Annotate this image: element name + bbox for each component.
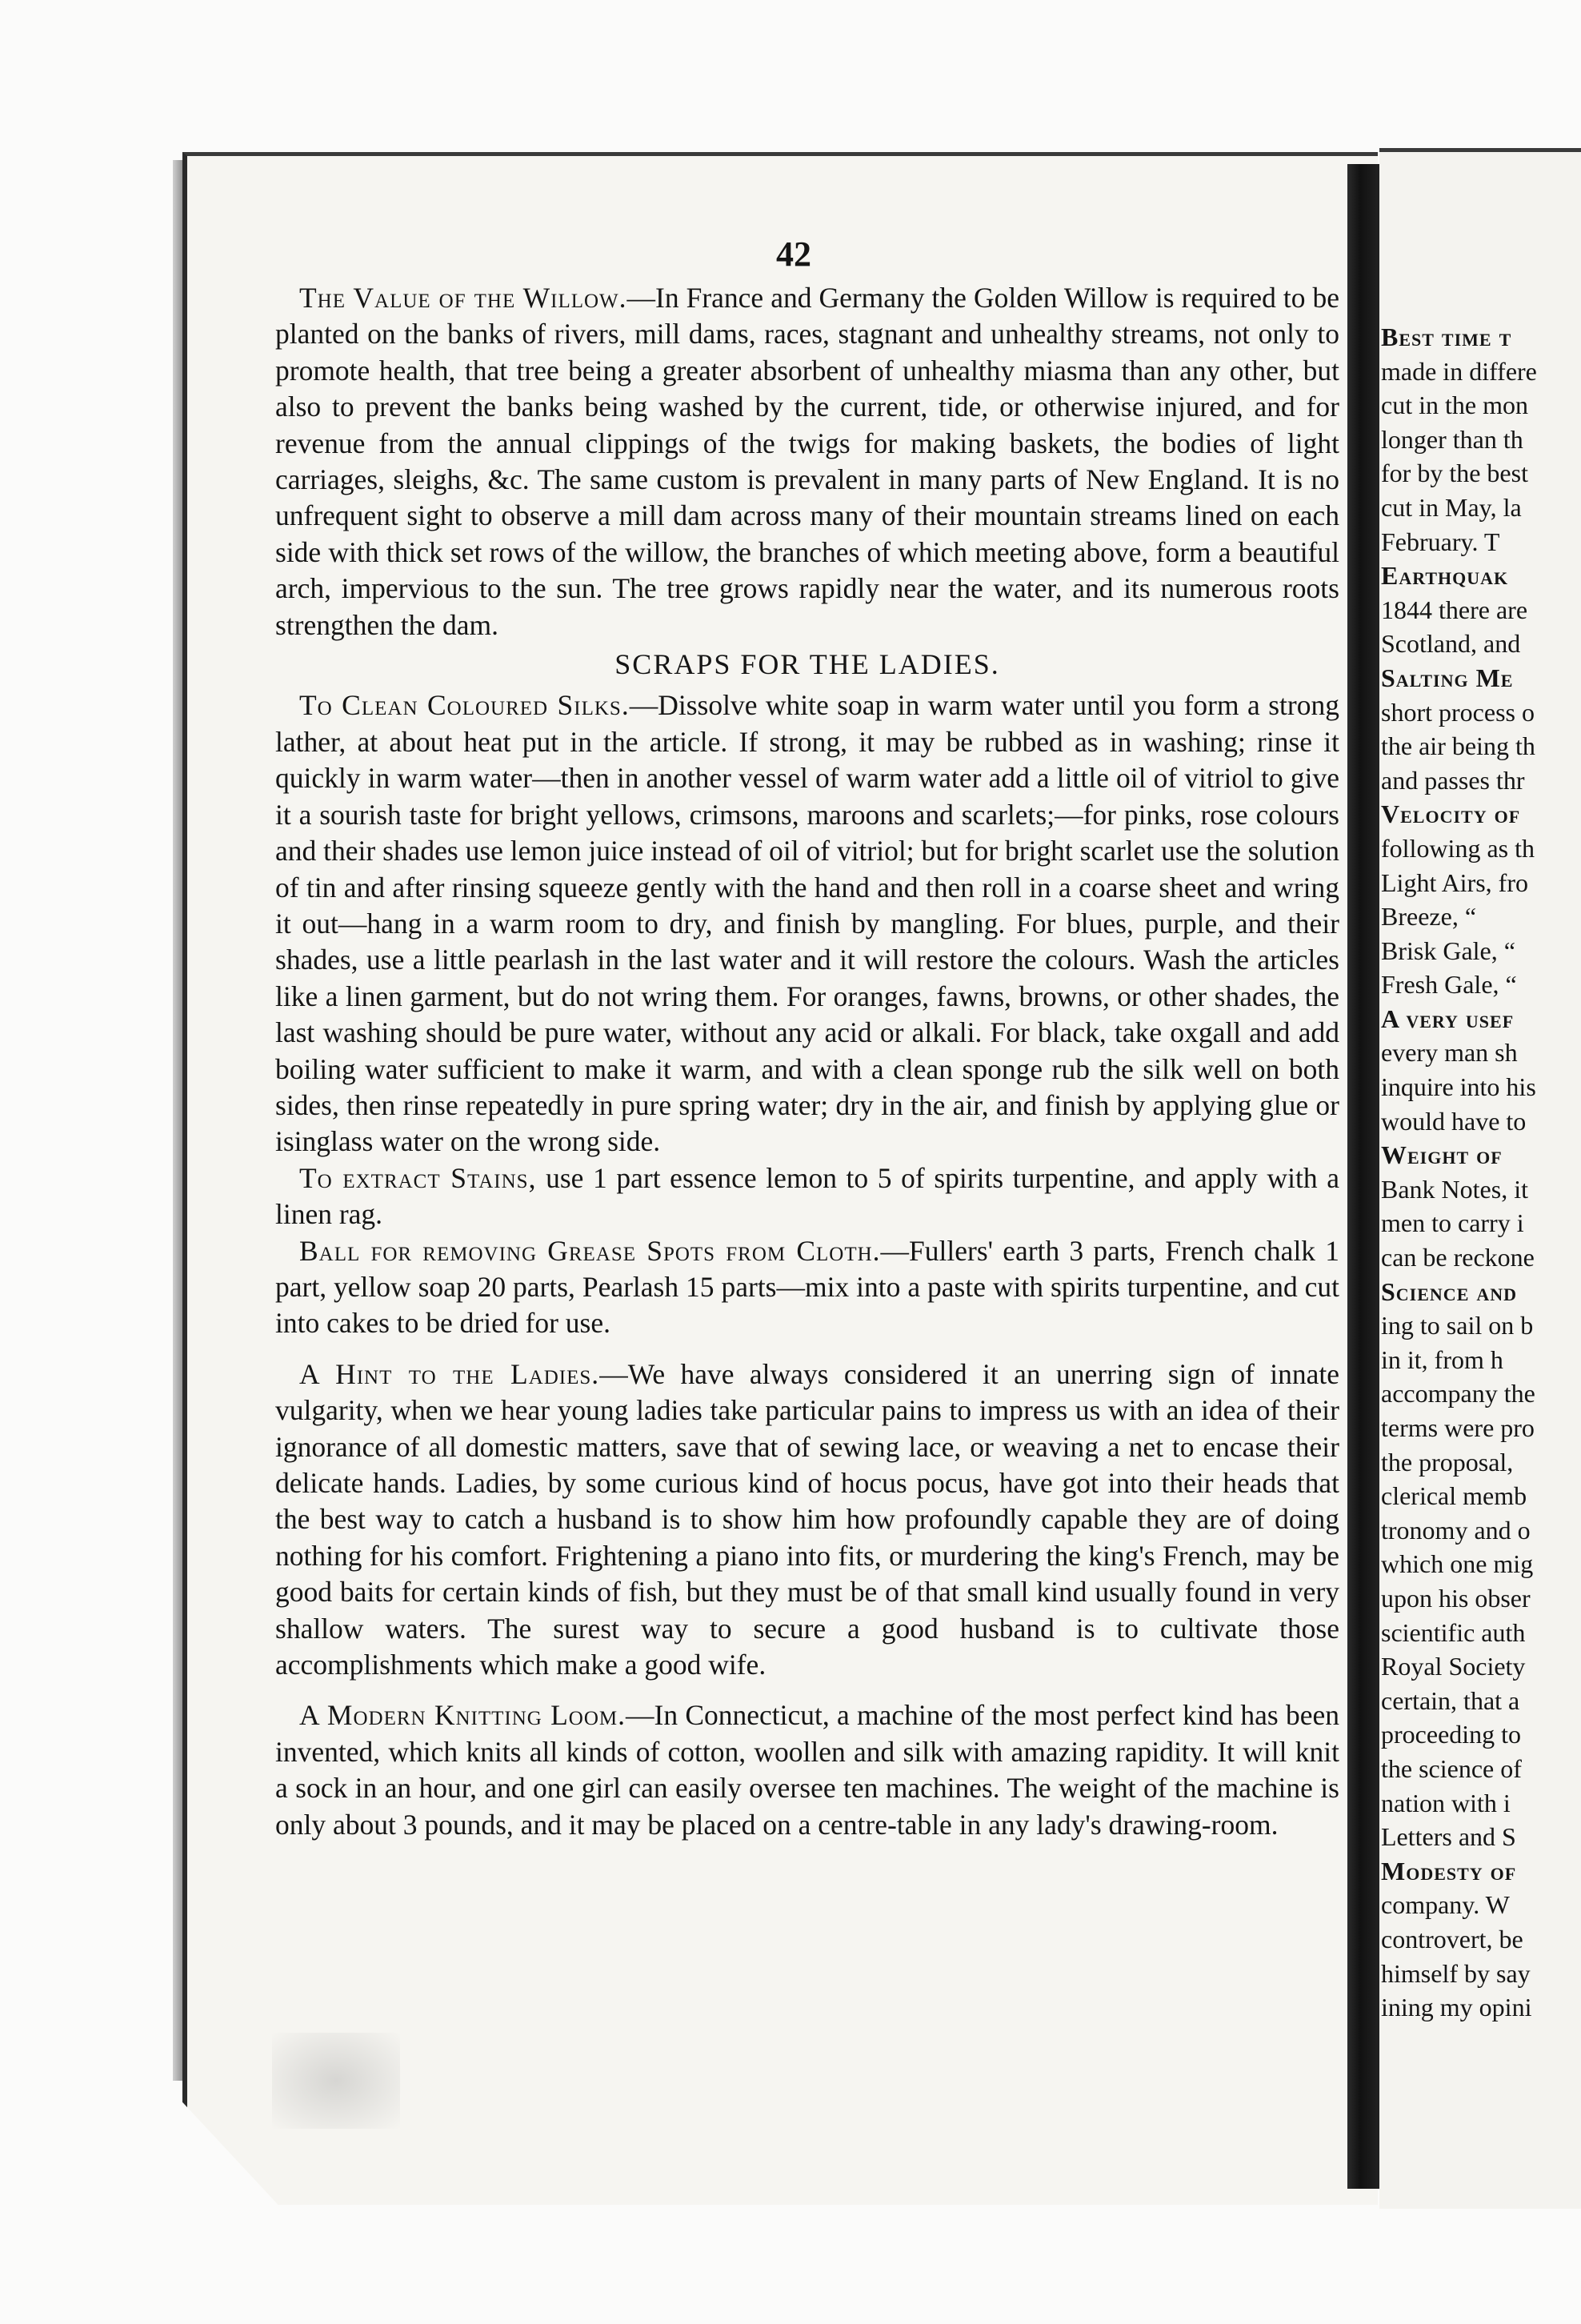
right-column-line: ing to sail on b: [1381, 1311, 1534, 1340]
article-stains: [275, 1160, 1339, 1233]
right-column-line: in it, from h: [1381, 1344, 1503, 1374]
right-column-line: proceeding to: [1381, 1720, 1522, 1749]
left-page-text: [275, 280, 1339, 1843]
article-body: use 1 part essence lemon to 5 of spirits turpentine, and apply with a linen rag.: [275, 1161, 1339, 1231]
article-loom: [275, 1697, 1339, 1843]
article-willow: [275, 280, 1339, 643]
right-column-line: accompany the: [1381, 1379, 1535, 1408]
right-column-line: for by the best: [1381, 459, 1528, 488]
right-column-line: cut in May, la: [1381, 492, 1522, 522]
right-column-line: controvert, be: [1381, 1924, 1523, 1953]
right-column-line: scientific auth: [1381, 1617, 1526, 1647]
right-column-line: men to carry i: [1381, 1208, 1524, 1238]
book-gutter: [1347, 164, 1379, 2189]
right-column-line: Light Airs, fro: [1381, 867, 1528, 897]
right-column-line: February. T: [1381, 527, 1500, 556]
right-column-line: the science of: [1381, 1753, 1522, 1783]
article-title: To extract Stains,: [299, 1161, 537, 1194]
right-column-line: Earthquak: [1381, 561, 1509, 591]
right-column-line: which one mig: [1381, 1549, 1534, 1579]
right-column-line: Brisk Gale, “: [1381, 936, 1515, 965]
right-column-line: following as th: [1381, 833, 1535, 863]
section-heading: SCRAPS FOR THE LADIES.: [614, 648, 1000, 681]
right-column-line: Royal Society: [1381, 1652, 1526, 1681]
right-column-line: Letters and S: [1381, 1822, 1516, 1852]
article-body: —We have always considered it an unerring sign of innate vulgarity, when we hear young ladies take particular pains to impress us with an idea of their ignorance of all domestic matters, save that of sewing lace, or weaving a net to encase their delicate hands. Ladies, by some curious kind of hocus pocus, have got into their heads that the best way to catch a husband is to show him how profoundly capable they are of doing nothing for his comfort. Frightening a piano into fits, or murdering the king's French, may be good baits for certain kinds of fish, but they must be of that small kind usually found in very shallow waters. The surest way to secure a good husband is to cultivate those accomplishments which make a good wife.: [275, 1357, 1339, 1681]
article-body: —Fullers' earth 3 parts, French chalk 1 part, yellow soap 20 parts, Pearlash 15 parts—mix into a paste with spirits turpentine, and cut into cakes to be dried for use.: [275, 1234, 1339, 1340]
page-edge-shadow: [173, 160, 184, 2081]
right-column-line: Velocity of: [1381, 799, 1521, 829]
right-column-line: A very usef: [1381, 1004, 1515, 1033]
page-stain: [272, 2033, 400, 2129]
right-column-line: cut in the mon: [1381, 391, 1528, 420]
right-column-line: short process o: [1381, 697, 1535, 727]
article-body: —In Connecticut, a machine of the most perfect kind has been invented, which knits all kinds of cotton, woollen and silk with amazing rapidity. It will knit a sock in an hour, and one girl can easily oversee ten machines. The weight of the machine is only about 3 pounds, and it may be placed on a centre-table in any lady's drawing-room.: [275, 1699, 1339, 1841]
right-column-line: made in differe: [1381, 356, 1537, 386]
right-column-line: Fresh Gale, “: [1381, 970, 1517, 1000]
right-column-line: terms were pro: [1381, 1413, 1535, 1442]
right-column-line: Salting Me: [1381, 663, 1514, 692]
right-column-line: Scotland, and: [1381, 629, 1521, 659]
article-title: To Clean Coloured Silks.: [299, 689, 630, 722]
article-body: —Dissolve white soap in warm water until you form a strong lather, at about heat put in the article. If strong, it may be rubbed as in washing; rinse it quickly in warm water—then in another vessel of warm water add a little oil of vitriol to give it a sourish taste for bright yellows, crimsons, maroons and scarlets;—for pinks, rose colours and their shades use lemon juice instead of oil of vitriol; but for bright scarlet use the solution of tin and after rinsing squeeze gently with the hand and then roll in a coarse sheet and wring it out—hang in a warm room to dry, and finish by mangling. For blues, purple, and their shades, use a little pearlash in the last water and it will restore the colours. Wash the articles like a linen garment, but do not wring them. For oranges, fawns, browns, or other shades, the last washing should be pure water, without any acid or alkali. For black, take oxgall and add boiling water sufficient to make it warm, and with a clean sponge rub the silk well on both sides, then rinse repeatedly in pure spring water; dry in the air, and finish by applying glue or isinglass water on the wrong side.: [275, 689, 1339, 1158]
right-column-line: Bank Notes, it: [1381, 1174, 1528, 1204]
article-silks: [275, 687, 1339, 1160]
article-title: The Value of the Willow.: [299, 282, 627, 314]
article-hint: [275, 1356, 1339, 1684]
right-column-line: tronomy and o: [1381, 1515, 1531, 1545]
right-column-line: Best time t: [1381, 323, 1512, 351]
right-column-line: certain, that a: [1381, 1685, 1520, 1715]
right-column-line: can be reckone: [1381, 1243, 1535, 1272]
right-column-line: longer than th: [1381, 424, 1523, 454]
page-number: 42: [776, 234, 811, 274]
right-column-line: Modesty of: [1381, 1856, 1517, 1885]
right-column-line: every man sh: [1381, 1038, 1518, 1068]
right-column-line: the air being th: [1381, 731, 1535, 761]
right-column-line: ining my opini: [1381, 1993, 1532, 2022]
article-grease: [275, 1233, 1339, 1342]
right-column-line: himself by say: [1381, 1958, 1531, 1988]
right-column-line: Weight of: [1381, 1140, 1503, 1170]
right-column-line: would have to: [1381, 1106, 1527, 1136]
right-column-line: company. W: [1381, 1890, 1510, 1920]
article-title: Ball for removing Grease Spots from Cloth.: [299, 1234, 881, 1267]
article-title: A Hint to the Ladies.: [299, 1357, 600, 1390]
right-column-line: Science and: [1381, 1276, 1518, 1306]
right-column-line: clerical memb: [1381, 1481, 1527, 1511]
right-column-line: the proposal,: [1381, 1447, 1514, 1477]
article-body: —In France and Germany the Golden Willow is required to be planted on the banks of rivers, mill dams, races, stagnant and unhealthy streams, not only to promote health, that tree being a greater absorbent of unhealthy miasma than any other, but also to prevent the banks being washed by the current, tide, or otherwise injured, and for revenue from the annual clippings of the twigs for making baskets, the bodies of light carriages, sleighs, &c. The same custom is prevalent in many parts of New England. It is no unfrequent sight to observe a mill dam across many of their mountain streams lined on each side with thick set rows of the willow, the branches of which meeting above, form a beautiful arch, impervious to the sun. The tree grows rapidly near the water, and its numerous roots strengthen the dam.: [275, 282, 1339, 641]
right-page-text: [1381, 320, 1581, 2025]
right-column-line: and passes thr: [1381, 765, 1525, 795]
right-column-line: inquire into his: [1381, 1072, 1536, 1102]
right-column-line: nation with i: [1381, 1788, 1511, 1817]
right-column-line: 1844 there are: [1381, 595, 1528, 624]
article-title: A Modern Knitting Loom.: [299, 1699, 626, 1732]
right-column-line: upon his obser: [1381, 1583, 1531, 1613]
right-column-line: Breeze, “: [1381, 902, 1477, 932]
